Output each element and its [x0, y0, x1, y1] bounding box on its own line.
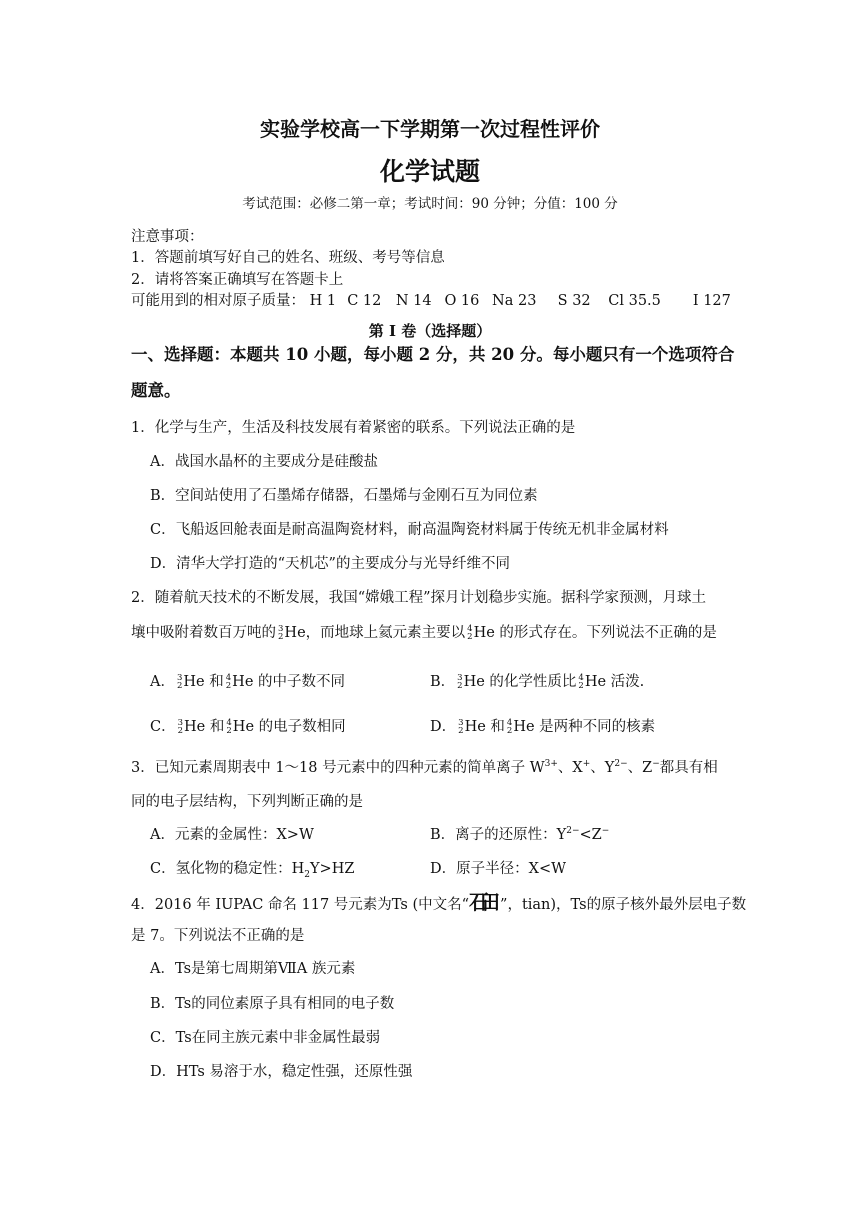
mass-s: S 32: [557, 293, 591, 309]
q3-option-a: A．元素的金属性：X>W: [150, 827, 314, 843]
q2-stem-text-b: He，而地球上氦元素主要以: [284, 625, 466, 641]
q2-option-b: B． 3 2 He 的化学性质比 4 2 He 活泼.: [430, 673, 645, 691]
q2-stem-text-c: He 的形式存在。下列说法不正确的是: [473, 625, 717, 641]
q1-option-d: D．清华大学打造的“天机芯”的主要成分与光导纤维不同: [150, 556, 510, 572]
q1-option-c: C．飞船返回舱表面是耐高温陶瓷材料，耐高温陶瓷材料属于传统无机非金属材料: [150, 522, 669, 538]
atomic-mass-label: 可能用到的相对原子质量：: [131, 293, 305, 309]
mass-o: O 16: [444, 293, 480, 309]
subject-title: 化学试题: [379, 157, 480, 186]
q4-option-c: C．Ts在同主族元素中非金属性最弱: [150, 1030, 381, 1046]
he3-nuclide: 3 2: [278, 624, 284, 642]
q2-option-c: C． 3 2 He 和 4 2 He 的电子数相同: [150, 718, 346, 736]
note-2: 2．请将答案正确填写在答题卡上: [131, 272, 344, 288]
tian-character: 石田: [469, 890, 492, 914]
mass-c: C 12: [347, 293, 382, 309]
q2-option-d: D． 3 2 He 和 4 2 He 是两种不同的核素: [430, 718, 656, 736]
atomic-mass-line: [131, 292, 731, 310]
q3-stem-line1: 3．已知元素周期表中 1～18 号元素中的四种元素的简单离子 $W^{3+}$、X+、$Y^{2-}$、Z−都具有相: [131, 759, 718, 776]
part-title: 第 I 卷（选择题）: [368, 322, 492, 340]
q2-stem-line1: 2．随着航天技术的不断发展，我国“嫦娥工程”探月计划稳步实施。据科学家预测，月球土: [131, 590, 707, 606]
q4-option-b: B．Ts的同位素原子具有相同的电子数: [150, 996, 395, 1012]
q2-stem-text-a: 壤中吸附着数百万吨的: [131, 625, 276, 641]
section-heading-line1: 一、选择题：本题共 10 小题，每小题 2 分，共 20 分。每小题只有一个选项符合: [131, 345, 735, 364]
mass-h: H 1: [309, 293, 337, 309]
exam-info: 考试范围：必修二第一章；考试时间：90 分钟；分值：100 分: [242, 196, 618, 212]
q1-option-a: A．战国水晶杯的主要成分是硅酸盐: [150, 454, 378, 470]
q4-stem-line2: 是 7。下列说法不正确的是: [131, 928, 305, 944]
mass-n: N 14: [395, 293, 432, 309]
mass-cl: Cl 35.5: [608, 293, 661, 309]
q4-stem-line1: 4．2016 年 IUPAC 命名 117 号元素为Ts (中文名“石田 ”，tian)，Ts的原子核外最外层电子数: [131, 890, 747, 914]
school-title: 实验学校高一下学期第一次过程性评价: [260, 117, 600, 141]
q3-stem-line2: 同的电子层结构，下列判断正确的是: [131, 794, 363, 810]
he4-nuclide: 4 2: [467, 624, 473, 642]
q1-stem: 1．化学与生产，生活及科技发展有着紧密的联系。下列说法正确的是: [131, 420, 576, 436]
mass-i: I 127: [692, 293, 731, 309]
q3-option-d: D．原子半径：X<W: [430, 861, 567, 877]
note-1: 1．答题前填写好自己的姓名、班级、考号等信息: [131, 250, 445, 266]
q3-option-b: B．离子的还原性：$Y^{2-}<Z^-$: [430, 826, 610, 843]
q2-option-a: A． 3 2 He 和 4 2 He 的中子数不同: [150, 673, 346, 691]
section-heading-line2: 题意。: [131, 381, 181, 400]
mass-na: Na 23: [492, 293, 537, 309]
q3-option-c: C．氢化物的稳定性：$H_2Y>HZ$: [150, 861, 355, 880]
q2-stem-line2: [131, 624, 717, 642]
q1-option-b: B．空间站使用了石墨烯存储器，石墨烯与金刚石互为同位素: [150, 488, 538, 504]
q4-option-a: A．Ts是第七周期第ⅦA 族元素: [150, 961, 356, 977]
q4-option-d: D．HTs 易溶于水，稳定性强，还原性强: [150, 1064, 413, 1080]
notes-title: 注意事项：: [131, 229, 204, 245]
